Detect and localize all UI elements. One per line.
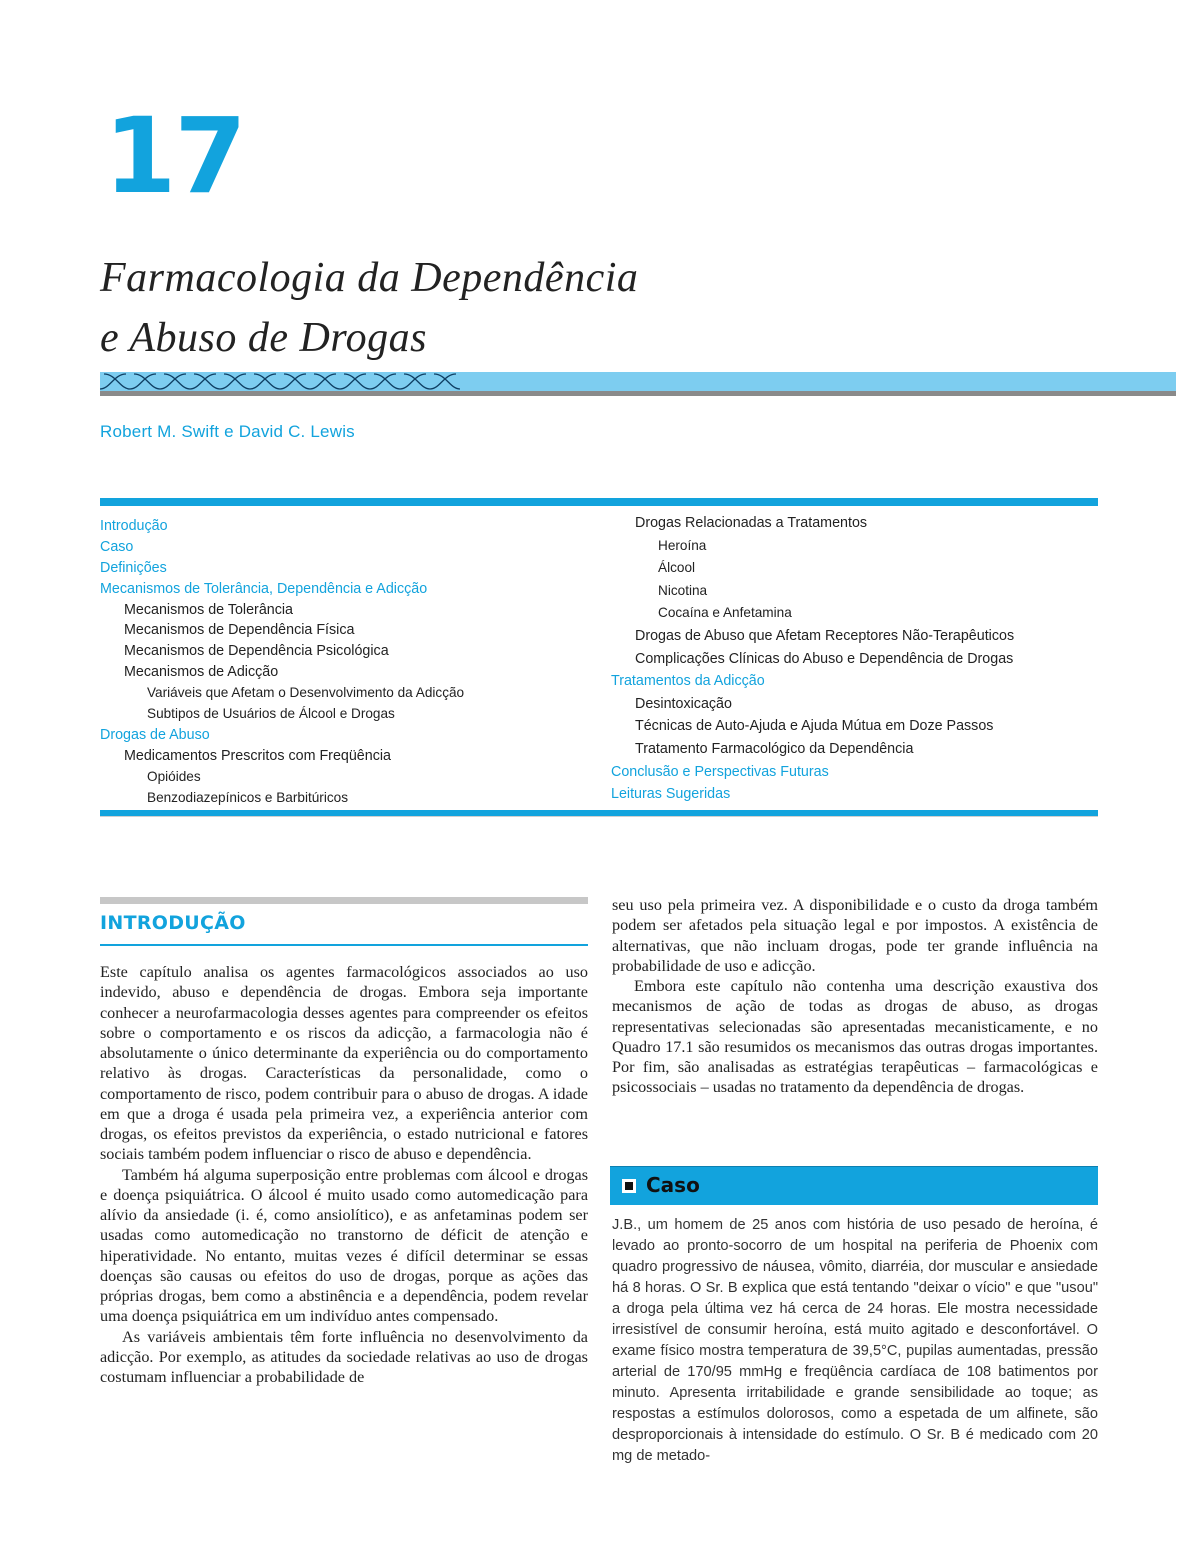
intro-left-column [100, 962, 588, 1387]
title-decorative-band [100, 372, 1176, 398]
intro-paragraph-3: As variáveis ambientais têm forte influência no desenvolvimento da adicção. Por exemplo, as atitudes da sociedade relativas ao uso de drogas costumam influenciar a probabilidade de [100, 1327, 588, 1386]
braid-ornament-icon [100, 372, 470, 391]
toc-entry[interactable]: Heroína [658, 537, 707, 553]
toc-entry[interactable]: Variáveis que Afetam o Desenvolvimento da Adicção [147, 685, 465, 701]
intro-paragraph-1: Este capítulo analisa os agentes farmacológicos associados ao uso indevido, abuso e dependência de drogas. Embora seja importante conhecer a neurofarmacologia desses agentes para compreender os efeitos sobre o comportamento e os riscos da adicção, a farmacologia não é absolutamente o único determinante da experiência ou do comportamento relativo às drogas. Características da personalidade, como o comportamento de risco, podem contribuir para o abuso de drogas. A idade em que a droga é usada pela primeira vez, a experiência anterior com drogas, os efeitos previstos da experiência, o estado nutricional e fatores sociais também podem influenciar o risco de abuso e dependência. [100, 963, 588, 1164]
intro-heading-rule [100, 944, 588, 946]
toc-entry[interactable]: Leituras Sugeridas [611, 786, 731, 803]
toc-entry[interactable]: Medicamentos Prescritos com Freqüência [124, 747, 391, 764]
toc-entry[interactable]: Drogas Relacionadas a Tratamentos [635, 515, 868, 531]
toc-entry[interactable]: Mecanismos de Dependência Psicológica [124, 643, 389, 660]
chapter-title-line-1: Farmacologia da Dependência [100, 255, 639, 301]
square-bullet-icon [622, 1179, 636, 1193]
toc-entry[interactable]: Tratamento Farmacológico da Dependência [635, 740, 914, 757]
intro-right-column [612, 895, 1098, 1098]
intro-paragraph-4: seu uso pela primeira vez. A disponibilidade e o custo da droga também podem ser afetados pela situação legal e por impostos. A existência de alternativas, que não incluam drogas, pode ter grande influência na probabilidade de uso e adicção. [612, 896, 1098, 975]
toc-entry[interactable]: Mecanismos de Tolerância, Dependência e Adicção [100, 580, 428, 597]
toc-entry[interactable]: Técnicas de Auto-Ajuda e Ajuda Mútua em Doze Passos [635, 718, 994, 735]
toc-entry[interactable]: Conclusão e Perspectivas Futuras [611, 763, 829, 780]
toc-right-column [611, 512, 1014, 806]
case-header-box [610, 1166, 1098, 1205]
toc-entry[interactable]: Mecanismos de Adicção [124, 664, 279, 681]
intro-heading-bar [100, 897, 588, 904]
toc-top-rule [100, 498, 1098, 506]
toc-entry[interactable]: Benzodiazepínicos e Barbitúricos [147, 789, 348, 805]
toc-entry[interactable]: Opióides [147, 768, 201, 784]
case-body [612, 1215, 1098, 1467]
toc-entry[interactable]: Desintoxicação [635, 695, 732, 712]
toc-entry[interactable]: Álcool [658, 560, 696, 576]
toc-entry[interactable]: Tratamentos da Adicção [611, 673, 765, 690]
toc-entry[interactable]: Subtipos de Usuários de Álcool e Drogas [147, 706, 395, 722]
chapter-title-line-2: e Abuso de Drogas [100, 315, 427, 361]
intro-heading: INTRODUÇÃO [100, 912, 246, 934]
toc-entry[interactable]: Drogas de Abuso [100, 726, 210, 743]
chapter-authors: Robert M. Swift e David C. Lewis [100, 422, 355, 441]
toc-entry[interactable]: Complicações Clínicas do Abuso e Dependência de Drogas [635, 650, 1014, 667]
case-text: J.B., um homem de 25 anos com história de uso pesado de heroína, é levado ao pronto-socorro de um hospital na periferia de Phoenix com quadro progressivo de náusea, vômito, diarréia, dor muscular e ansiedade há 8 horas. O Sr. B explica que está tentando "deixar o vício" e que "usou" a droga pela última vez há cerca de 24 horas. Ele mostra necessidade irresistível de consumir heroína, está muito agitado e desconfortável. O exame físico mostra temperatura de 39,5°C, pupilas aumentadas, pressão arterial de 170/95 mmHg e freqüência cardíaca de 108 batimentos por minuto. Apresenta irritabilidade e grande sensibilidade ao toque; as respostas a estímulos dolorosos, como a espetada de um alfinete, são desproporcionais à intensidade do estímulo. O Sr. B é medicado com 20 mg de metado- [612, 1217, 1098, 1464]
toc-entry[interactable]: Caso [100, 538, 134, 555]
toc-entry[interactable]: Mecanismos de Tolerância [124, 601, 294, 618]
toc-left-column [100, 516, 464, 808]
toc-entry[interactable]: Mecanismos de Dependência Física [124, 622, 355, 639]
toc-entry[interactable]: Nicotina [658, 582, 708, 598]
chapter-number: 17 [104, 95, 245, 217]
intro-paragraph-5: Embora este capítulo não contenha uma descrição exaustiva dos mecanismos de ação de todas as drogas de abuso, as drogas representativas selecionadas são apresentadas mecanisticamente, e no Quadro 17.1 são resumidos os mecanismos das outras drogas importantes. Por fim, são analisadas as estratégias terapêuticas – farmacológicas e psicossociais – usadas no tratamento da dependência de drogas. [612, 977, 1098, 1097]
toc-entry[interactable]: Definições [100, 559, 167, 576]
toc-entry[interactable]: Introdução [100, 518, 168, 534]
title-band-gray [100, 391, 1176, 396]
toc-entry[interactable]: Cocaína e Anfetamina [658, 605, 792, 621]
toc-bottom-rule-shadow [100, 816, 1098, 817]
case-title: Caso [646, 1173, 700, 1197]
chapter-title [100, 248, 638, 368]
intro-paragraph-2: Também há alguma superposição entre problemas com álcool e drogas e doença psiquiátrica. O álcool é muito usado como automedicação para alívio da ansiedade (i. é, como ansiolítico), e as anfetaminas podem ser usadas como automedicação no transtorno de déficit de atenção e hiperatividade. No entanto, muitas vezes é difícil determinar se essas doenças são causas ou efeitos do uso de drogas, porque as ações das próprias drogas, bem como a abstinência e a dependência, podem revelar uma doença psiquiátrica em um indivíduo antes compensado. [100, 1165, 588, 1326]
toc-entry[interactable]: Drogas de Abuso que Afetam Receptores Não-Terapêuticos [635, 627, 1015, 644]
